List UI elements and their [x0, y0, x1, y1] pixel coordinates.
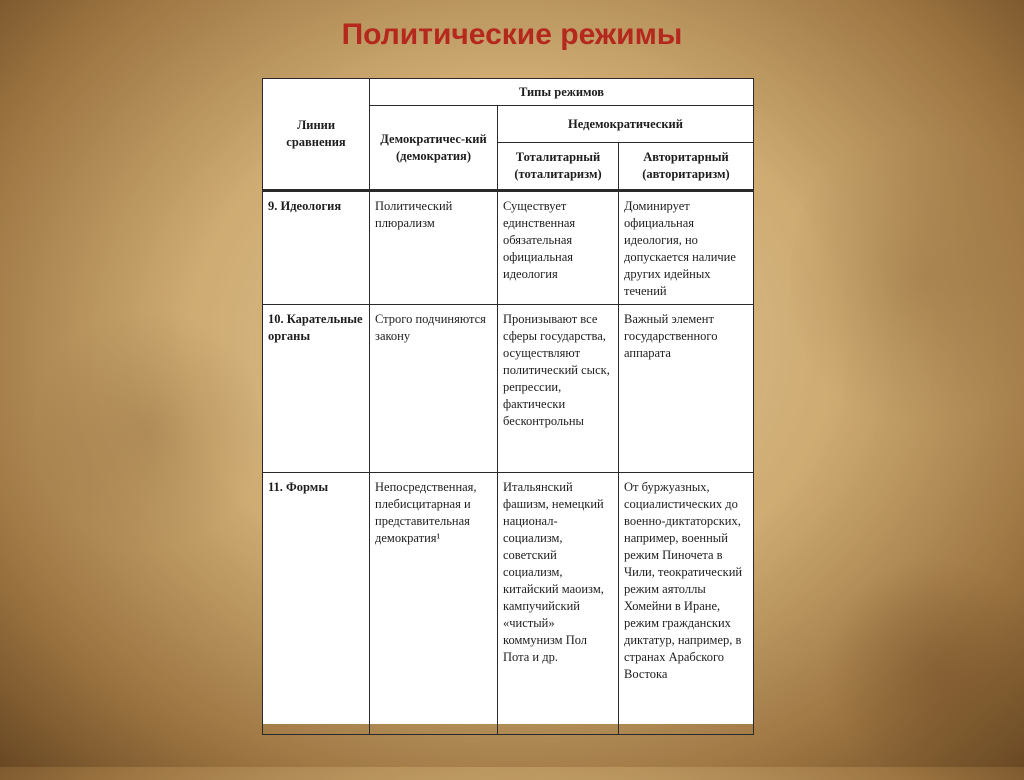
table-row — [263, 473, 754, 735]
row-label: 10. Карательные органы — [263, 305, 370, 473]
row-label: 11. Формы — [263, 473, 370, 735]
cell-totalitarian: Пронизывают все сферы государства, осуществляют политический сыск, репрессии, фактически бесконтрольны — [498, 305, 619, 473]
cell-authoritarian: Доминирует официальная идеология, но допускается наличие других идейных течений — [619, 191, 754, 305]
header-comparison-lines: Линии сравнения — [263, 79, 370, 191]
cell-totalitarian: Существует единственная обязательная официальная идеология — [498, 191, 619, 305]
parchment-stain — [820, 560, 1024, 780]
header-authoritarian: Авторитарный (авторитаризм) — [619, 143, 754, 191]
header-totalitarian: Тоталитарный (тоталитаризм) — [498, 143, 619, 191]
header-regime-types: Типы режимов — [370, 79, 754, 106]
regimes-table — [262, 78, 754, 735]
cell-authoritarian: Важный элемент государственного аппарата — [619, 305, 754, 473]
parchment-stain — [40, 300, 260, 560]
cell-democratic: Непосредственная, плебисцитарная и представительная демократия¹ — [370, 473, 498, 735]
cell-democratic: Строго подчиняются закону — [370, 305, 498, 473]
cell-authoritarian: От буржуазных, социалистических до военно-диктаторских, например, военный режим Пиночета в Чили, теократический режим аятоллы Хомейни в Иране, режим гражданских диктатур, например, в странах Арабского Востока — [619, 473, 754, 735]
row-label: 9. Идеология — [263, 191, 370, 305]
slide-title: Политические режимы — [341, 18, 683, 51]
parchment-stain — [790, 120, 1024, 440]
header-nondemocratic: Недемократический — [498, 106, 754, 143]
table-row — [263, 305, 754, 473]
table-row — [263, 191, 754, 305]
header-democratic: Демократичес-кий (демократия) — [370, 106, 498, 191]
cell-totalitarian: Итальянский фашизм, немецкий национал-социализм, советский социализм, китайский маоизм, кампучийский «чистый» коммунизм Пол Пота и др. — [498, 473, 619, 735]
comparison-table-image — [262, 78, 753, 724]
cell-democratic: Политический плюрализм — [370, 191, 498, 305]
